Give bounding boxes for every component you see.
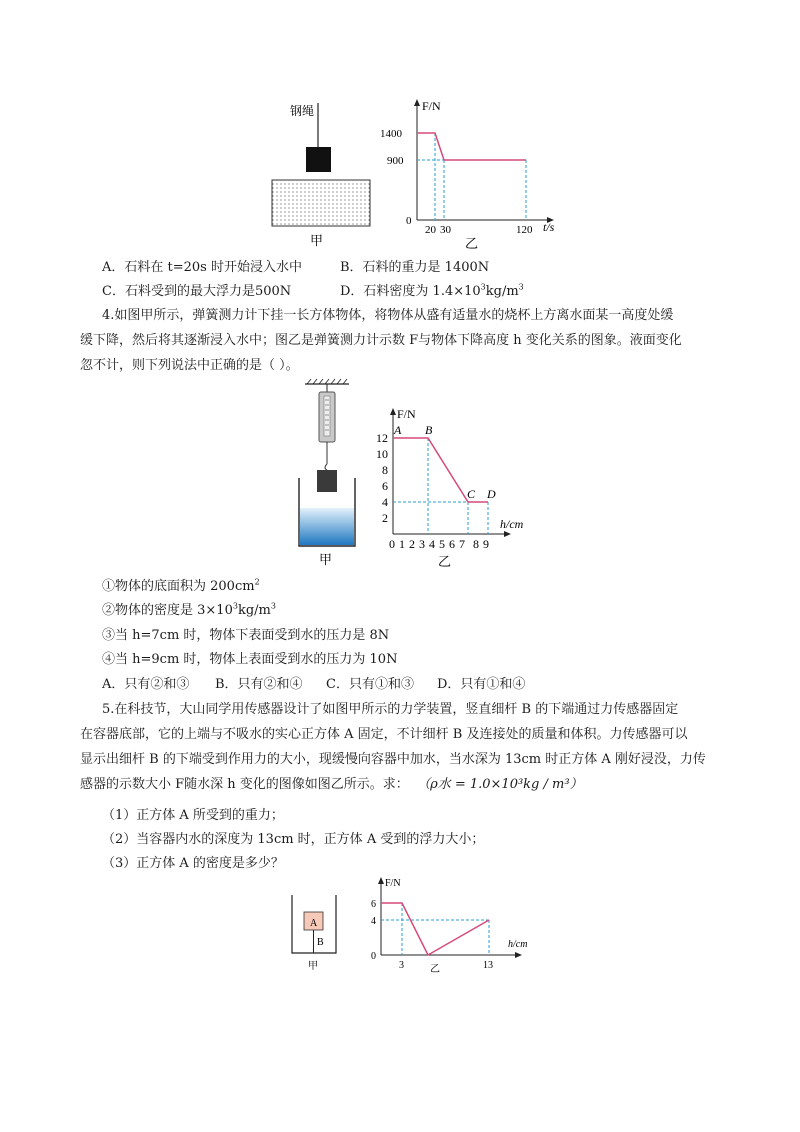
stone-block (306, 147, 331, 172)
fig2-xtick-6: 6 (449, 537, 455, 551)
fig1-x-label: t/s (543, 220, 555, 234)
cube-a-label: A (310, 918, 318, 929)
fig2-ytick-10: 10 (376, 447, 388, 461)
q4-option-a: A．只有②和③ (102, 677, 190, 692)
fig2-x-label: h/cm (500, 517, 524, 531)
fig3-graph (371, 877, 527, 975)
q4-statement-4: ④当 h=9cm 时，物体上表面受到水的压力为 10N (102, 652, 398, 667)
fig2-ytick-8: 8 (382, 463, 388, 477)
figure-2 (285, 378, 545, 573)
fig2-point-c: C (467, 487, 476, 501)
q4-line-2: 缓下降，然后将其逐渐浸入水中；图乙是弹簧测力计示数 F与物体下降高度 h 变化关系的图象。液面变化 (80, 333, 682, 348)
fig2-jia-label: 甲 (319, 552, 333, 567)
q4-statement-1: ①物体的底面积为 $200cm^2$ (102, 577, 260, 594)
fig1-origin: 0 (406, 215, 412, 227)
fig2-xtick-9: 9 (483, 537, 489, 551)
fig3-curve (381, 903, 489, 955)
water-tank (272, 180, 370, 226)
fig2-xtick-7: 7 (459, 537, 465, 551)
fig2-xtick-0: 0 (389, 537, 395, 551)
fig2-xtick-4: 4 (429, 537, 435, 551)
fig1-xtick-30: 30 (440, 224, 451, 236)
fig2-xtick-3: 3 (419, 537, 425, 551)
q5-line-1: 5.在科技节，大山同学用传感器设计了如图甲所示的力学装置，竖直细杆 B 的下端通过力传感器固定 (102, 702, 679, 717)
rope-label: 钢绳 (290, 104, 315, 118)
q4-line-3: 忽不计，则下列说法中正确的是（ ）。 (80, 358, 299, 373)
fig1-xtick-120: 120 (516, 224, 533, 236)
fig2-xtick-5: 5 (439, 537, 445, 551)
fig3-ytick-6: 6 (371, 899, 376, 910)
fig2-xtick-2: 2 (409, 537, 415, 551)
figure-1 (260, 95, 560, 255)
q5-line-2: 在容器底部，它的上端与不吸水的实心正方体 A 固定，不计细杆 B 及连接处的质量和体积。力传感器可以 (80, 727, 688, 742)
fig2-point-a: A (394, 423, 402, 437)
fig2-ytick-2: 2 (382, 511, 388, 525)
fig2-ytick-12: 12 (376, 431, 388, 445)
q3-option-c: C．石料受到的最大浮力是500N (102, 284, 292, 299)
fig3-xtick-3: 3 (399, 960, 404, 971)
q4-option-c: C．只有①和③ (326, 677, 414, 692)
q5-line-4: 感器的示数大小 F随水深 h 变化的图像如图乙所示。求： （ρ水 = 1.0×10³kg / m³） (80, 777, 583, 792)
q3-option-d: D．石料密度为 $1.4\times 10^3kg/m^3$ (340, 282, 524, 299)
q4-option-b: B．只有②和④ (215, 677, 303, 692)
fig3-x-label: h/cm (508, 939, 528, 950)
fig2-yi-label: 乙 (438, 554, 452, 569)
q3-option-a: A．石料在 t=20s 时开始浸入水中 (102, 260, 302, 275)
beaker-water (300, 508, 354, 545)
q3-option-b: B．石料的重力是 1400N (340, 260, 490, 275)
figure-3 (280, 875, 540, 975)
fig3-jia-label: 甲 (308, 961, 318, 972)
fig3-ytick-4: 4 (371, 916, 376, 927)
fig1-yi-label: 乙 (465, 236, 479, 251)
fig3-y-label: F/N (385, 878, 401, 889)
fig1-y-label: F/N (422, 99, 441, 113)
fig1-ytick-1400: 1400 (380, 128, 402, 140)
fig2-point-b: B (425, 423, 433, 437)
q4-statement-2: ②物体的密度是 $3\times 10^3kg/m^3$ (102, 601, 276, 618)
q5-sub-2: （2）当容器内水的深度为 13cm 时，正方体 A 受到的浮力大小； (102, 832, 485, 847)
water-density: （ρ水 = 1.0×10³kg / m³） (417, 777, 583, 792)
fig2-y-label: F/N (397, 407, 416, 421)
fig1-jia-label: 甲 (310, 233, 324, 248)
fig1-xtick-20: 20 (425, 224, 436, 236)
fig2-xtick-8: 8 (473, 537, 479, 551)
fig1-curve (417, 133, 526, 160)
q4-line-1: 4.如图甲所示，弹簧测力计下挂一长方体物体，将物体从盛有适量水的烧杯上方离水面某一高度处缓 (102, 308, 674, 323)
fig1-graph (380, 99, 555, 251)
fig2-xtick-1: 1 (399, 537, 405, 551)
q4-statement-3: ③当 h=7cm 时，物体下表面受到水的压力是 8N (102, 628, 390, 643)
fig2-point-d: D (487, 487, 496, 501)
fig3-yi-label: 乙 (430, 964, 440, 975)
q4-option-d: D．只有①和④ (437, 677, 526, 692)
q5-line-3: 显示出细杆 B 的下端受到作用力的大小，现缓慢向容器中加水，当水深为 13cm 时正方体 A 刚好浸没，力传 (80, 752, 706, 767)
q5-sub-3: （3）正方体 A 的密度是多少？ (102, 856, 284, 871)
fig2-ytick-4: 4 (382, 495, 388, 509)
fig3-xtick-13: 13 (483, 960, 493, 971)
hanging-object (317, 470, 337, 492)
fig2-graph (376, 407, 524, 569)
fig1-ytick-900: 900 (387, 155, 404, 167)
rod-b-label: B (317, 937, 324, 948)
fig3-origin: 0 (371, 951, 376, 962)
fig2-ytick-6: 6 (382, 479, 388, 493)
q5-sub-1: （1）正方体 A 所受到的重力； (102, 808, 284, 823)
